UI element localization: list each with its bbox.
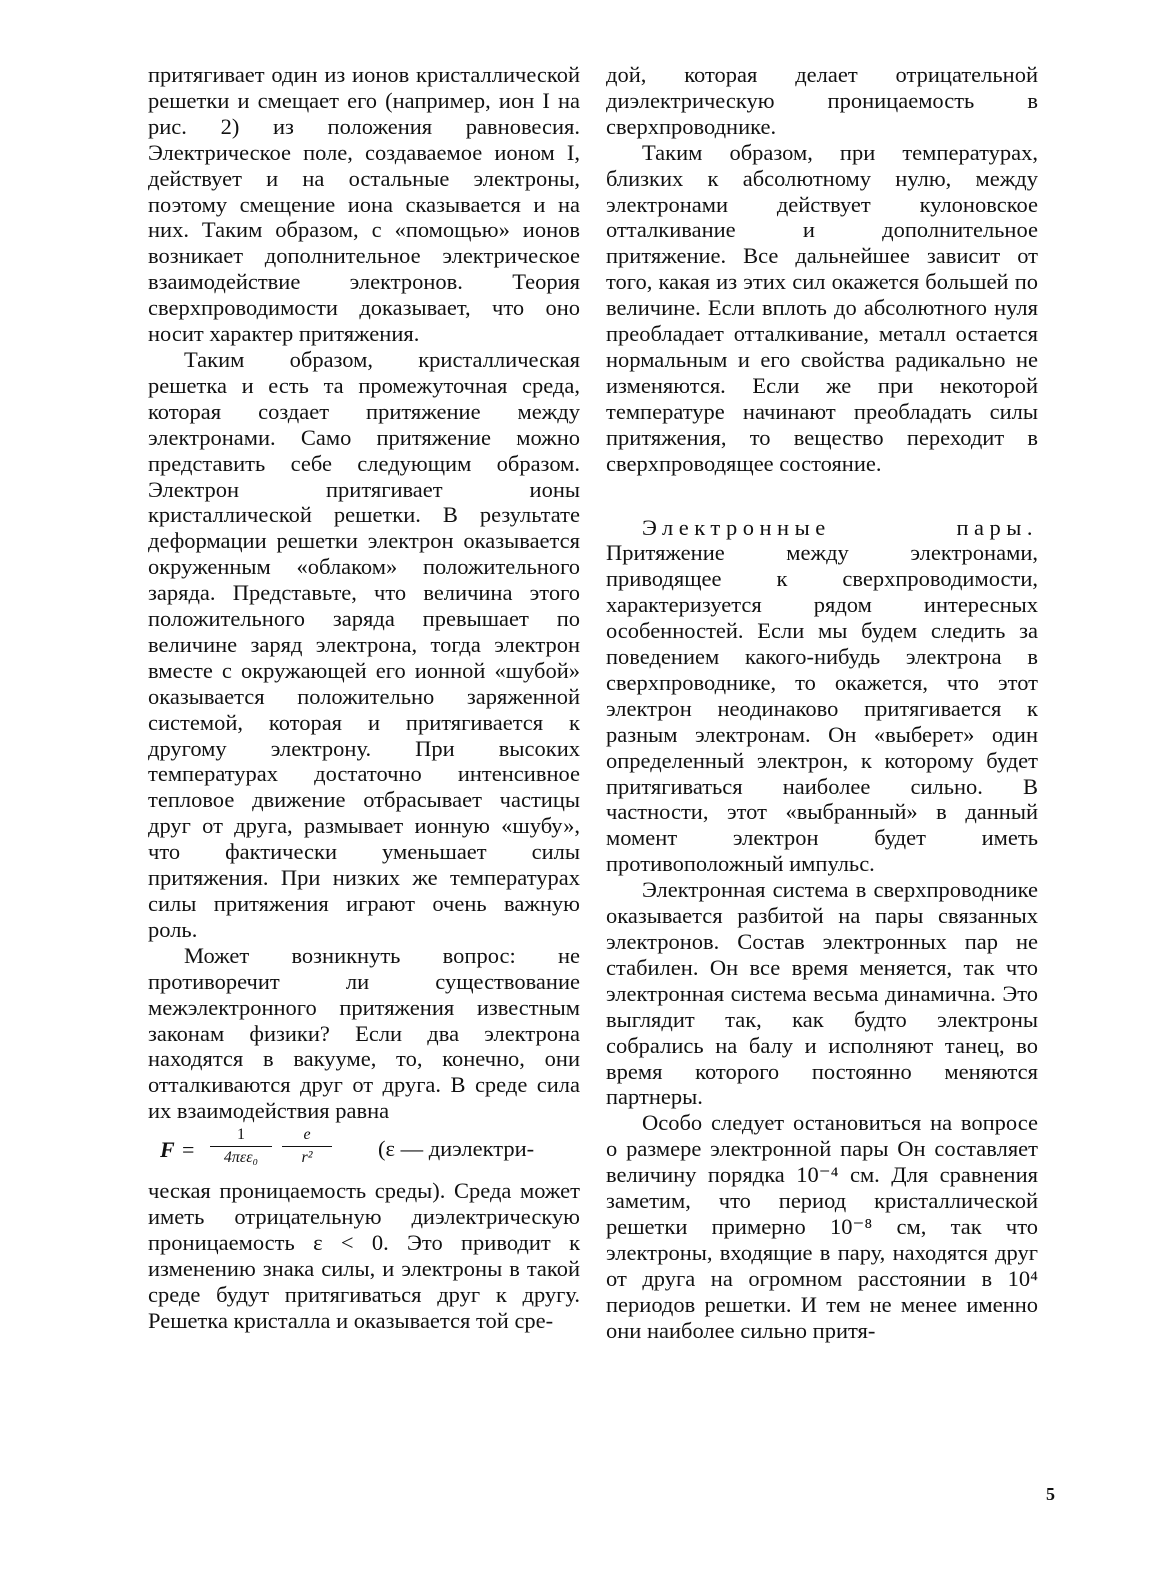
- formula-equals: =: [182, 1137, 195, 1163]
- section-text: Притяжение между электронами, приводящее к сверхпроводимости, характеризуется рядом интересных особенностей. Если мы будем следить за поведением какого-нибудь электрона в сверхпроводнике, то окажется, что этот электрон неодинаково притягивается к разным электронам. Он «выберет» один определенный электрон, к которому будет притягиваться наиболее сильно. В частности, этот «выбранный» в данный момент электрон будет иметь противоположный импульс.: [606, 540, 1038, 877]
- formula-note: (ε — диэлектри-: [378, 1136, 535, 1162]
- paragraph: Может возникнуть вопрос: не противоречит ли существование межэлектронного притяжения известным законам физики? Если два электрона находятся в вакууме, то, конечно, они отталкиваются друг от друга. В среде сила их взаимодействия равна: [148, 942, 580, 1124]
- left-column: [148, 62, 580, 1334]
- right-column: [606, 62, 1038, 1344]
- section-gap: [606, 477, 1038, 515]
- fraction-numerator: 1: [210, 1126, 272, 1147]
- section-title: Электронные пары.: [642, 514, 1038, 540]
- paragraph: Особо следует остановиться на вопросе о размере электронной пары Он составляет величину порядка 10⁻⁴ см. Для сравнения заметим, что период кристаллической решетки примерно 10⁻⁸ см, так что электроны, входящие в пару, находятся друг от друга на огромном расстоянии в 10⁴ периодов решетки. И тем не менее именно они наиболее сильно притя-: [606, 1110, 1038, 1343]
- page-number: 5: [1046, 1484, 1055, 1504]
- paragraph: Таким образом, кристаллическая решетка и есть та промежуточная среда, которая создает притяжение между электронами. Само притяжение можно представить себе следующим образом. Электрон притягивает ионы кристаллической решетки. В результате деформации решетки электрон оказывается окруженным «облаком» положительного заряда. Представьте, что величина этого положительного заряда превышает по величине заряд электрона, тогда электрон вместе с окружающей его ионной «шубой» оказывается положительно заряженной системой, которая и притягивается к другому электрону. При высоких температурах достаточно интенсивное тепловое движение отбрасывает частицы друг от друга, размывает ионную «шубу», что фактически уменьшает силы притяжения. При низких же температурах силы притяжения играют очень важную роль.: [148, 346, 580, 942]
- paragraph: ческая проницаемость среды). Среда может иметь отрицательную диэлектрическую проницаемость ε < 0. Это приводит к изменению знака силы, и электроны в такой среде будут притягиваться друг к другу. Решетка кристалла и оказывается той сре-: [148, 1178, 580, 1333]
- paragraph: Таким образом, при температурах, близких к абсолютному нулю, между электронами действует кулоновское отталкивание и дополнительное притяжение. Все дальнейшее зависит от того, какая из этих сил окажется большей по величине. Если вплоть до абсолютного нуля преобладает отталкивание, металл остается нормальным и его свойства радикально не изменяются. Если же при некоторой температуре начинают преобладать силы притяжения, то вещество переходит в сверхпроводящее состояние.: [606, 139, 1038, 476]
- paragraph: дой, которая делает отрицательной диэлектрическую проницаемость в сверхпроводнике.: [606, 62, 1038, 139]
- fraction-numerator: e: [282, 1126, 332, 1147]
- fraction-denominator: r²: [301, 1149, 313, 1167]
- section-paragraph: [606, 515, 1038, 878]
- formula-lhs: F: [160, 1137, 175, 1163]
- paragraph: притягивает один из ионов кристаллической решетки и смещает его (например, ион I на рис. 2) из положения равновесия. Электрическое поле, создаваемое ионом I, действует и на остальные электроны, поэтому смещение иона сказывается и на них. Таким образом, с «помощью» ионов возникает дополнительное электрическое взаимодействие электронов. Теория сверхпроводимости доказывает, что оно носит характер притяжения.: [148, 62, 580, 347]
- formula-fraction-constant: [210, 1126, 272, 1167]
- fraction-denominator: 4πεε₀: [223, 1149, 259, 1167]
- coulomb-formula: [148, 1126, 580, 1176]
- formula-fraction-charge: [282, 1126, 332, 1167]
- paragraph: Электронная система в сверхпроводнике оказывается разбитой на пары связанных электронов. Состав электронных пар не стабилен. Он все время меняется, так что электронная система весьма динамична. Это выглядит так, как будто электроны собрались на балу и исполняют танец, во время которого постоянно меняются партнеры.: [606, 877, 1038, 1110]
